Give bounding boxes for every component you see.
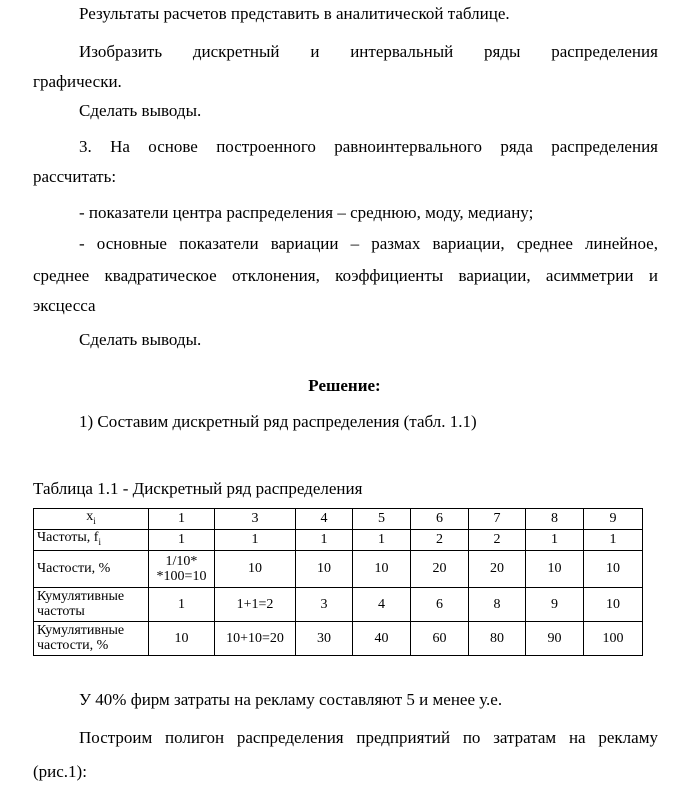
word: вариации, — [458, 266, 531, 285]
table-header-row — [34, 509, 643, 530]
label-subscript: i — [98, 536, 101, 547]
word: Построим — [79, 728, 153, 747]
word: и — [310, 42, 320, 61]
word: распределения — [236, 728, 344, 747]
paragraph-polygon-line1 — [79, 728, 658, 748]
table-cell: 1 — [149, 587, 215, 621]
table-cell: 8 — [469, 587, 526, 621]
table-cell: 10 — [584, 587, 643, 621]
table-cell: 1 — [149, 529, 215, 550]
table-cell: 3 — [296, 587, 353, 621]
table-cell: 10 — [296, 550, 353, 587]
table-cell: 30 — [296, 621, 353, 655]
word: на — [568, 728, 586, 747]
paragraph-center-indicators: - показатели центра распределения – среднюю, моду, медиану; — [79, 203, 534, 222]
table-cell: 80 — [469, 621, 526, 655]
paragraph-conclusions-2: Сделать выводы. — [79, 330, 202, 349]
table-cell: 6 — [411, 587, 469, 621]
table-cell: 4 — [353, 587, 411, 621]
table-row — [34, 550, 643, 587]
word: распределения — [551, 42, 658, 61]
table-header-cell: 7 — [469, 509, 526, 530]
table-cell: 10 — [149, 621, 215, 655]
word: вариации — [270, 234, 339, 253]
label-main: x — [86, 509, 94, 524]
table-cell: 60 — [411, 621, 469, 655]
word: среднее — [33, 266, 90, 285]
table-cell: 2 — [411, 529, 469, 550]
table-header-cell: 5 — [353, 509, 411, 530]
word: интервальный — [350, 42, 454, 61]
word: размах — [371, 234, 421, 253]
word: вариации, — [432, 234, 505, 253]
word: по — [462, 728, 481, 747]
word: предприятий — [356, 728, 451, 747]
word: – — [350, 234, 360, 253]
word: рекламу — [598, 728, 658, 747]
table-cell: 10 — [215, 550, 296, 587]
table-cell: 10 — [526, 550, 584, 587]
table-row — [34, 621, 643, 655]
word: дискретный — [192, 42, 280, 61]
table-cell: 10+10=20 — [215, 621, 296, 655]
table-cell: 10 — [584, 550, 643, 587]
word: основные — [96, 234, 167, 253]
paragraph-item3-line2: рассчитать: — [33, 167, 117, 186]
word: Изобразить — [79, 42, 163, 61]
paragraph-variation-line1 — [79, 234, 658, 254]
table-caption: Таблица 1.1 - Дискретный ряд распределения — [33, 479, 363, 498]
paragraph-conclusions: Сделать выводы. — [79, 101, 202, 120]
solution-heading: Решение: — [308, 376, 381, 395]
table-header-cell: 4 — [296, 509, 353, 530]
word: и — [648, 266, 658, 285]
word: полигон — [165, 728, 225, 747]
table-header-cell: 3 — [215, 509, 296, 530]
table-cell: 1 — [296, 529, 353, 550]
paragraph-depict-line2: графически. — [33, 72, 122, 91]
paragraph-variation-line3: эксцесса — [33, 296, 96, 315]
table-row-label: Кумулятивные частоты — [34, 587, 149, 621]
word: коэффициенты — [335, 266, 444, 285]
paragraph-results: Результаты расчетов представить в аналитической таблице. — [79, 4, 510, 23]
paragraph-variation-line2 — [33, 266, 658, 286]
distribution-table — [33, 508, 643, 656]
word: На — [110, 137, 130, 156]
table-cell: 20 — [469, 550, 526, 587]
table-cell: 90 — [526, 621, 584, 655]
table-cell: 1+1=2 — [215, 587, 296, 621]
table-cell: 1 — [353, 529, 411, 550]
table-cell: 10 — [353, 550, 411, 587]
table-cell: 9 — [526, 587, 584, 621]
table-header-cell: 8 — [526, 509, 584, 530]
table-row-label — [34, 529, 149, 550]
paragraph-after-table-1: У 40% фирм затраты на рекламу составляют 5 и менее у.е. — [79, 690, 503, 709]
word: квадратическое — [104, 266, 217, 285]
word: затратам — [493, 728, 557, 747]
table-cell: 20 — [411, 550, 469, 587]
table-header-label — [34, 509, 149, 530]
word: построенного — [216, 137, 316, 156]
word: линейное, — [585, 234, 658, 253]
table-row-label: Частости, % — [34, 550, 149, 587]
word: отклонения, — [231, 266, 320, 285]
table-cell: 40 — [353, 621, 411, 655]
table-row — [34, 587, 643, 621]
word: основе — [148, 137, 198, 156]
table-header-cell: 1 — [149, 509, 215, 530]
word: ряда — [500, 137, 533, 156]
table-row-label: Кумулятивные частости, % — [34, 621, 149, 655]
word: ряды — [484, 42, 521, 61]
word: - — [79, 234, 85, 253]
table-cell: 100 — [584, 621, 643, 655]
label-main: Частоты, f — [37, 529, 99, 545]
word: среднее — [516, 234, 573, 253]
word: асимметрии — [545, 266, 634, 285]
table-row — [34, 529, 643, 550]
paragraph-step1: 1) Составим дискретный ряд распределения (табл. 1.1) — [79, 412, 477, 431]
table-header-cell: 9 — [584, 509, 643, 530]
table-header-cell: 6 — [411, 509, 469, 530]
paragraph-polygon-line2: (рис.1): — [33, 762, 87, 781]
paragraph-depict-line1 — [79, 42, 658, 62]
paragraph-item3-line1 — [79, 137, 658, 157]
word: 3. — [79, 137, 92, 156]
word: равноинтервального — [334, 137, 482, 156]
word: показатели — [179, 234, 259, 253]
table-cell: 2 — [469, 529, 526, 550]
table-cell: 1 — [584, 529, 643, 550]
table-cell: 1 — [215, 529, 296, 550]
table-cell: 1/10* *100=10 — [149, 550, 215, 587]
table-cell: 1 — [526, 529, 584, 550]
label-subscript: i — [93, 515, 96, 526]
word: распределения — [551, 137, 658, 156]
